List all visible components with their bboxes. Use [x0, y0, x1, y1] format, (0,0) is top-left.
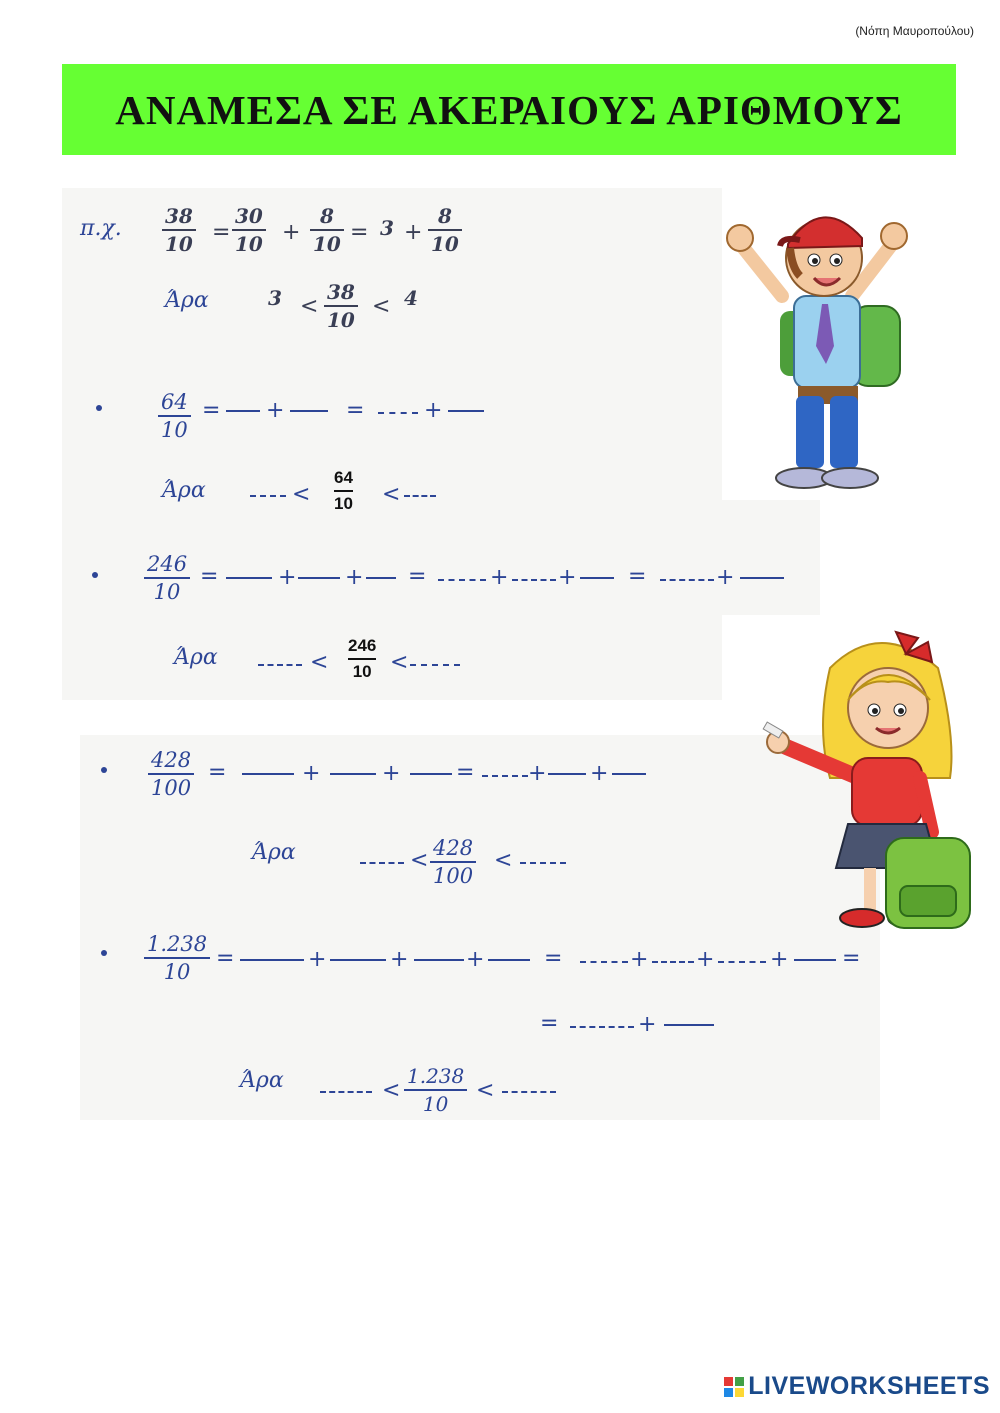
- less-than-sign: <: [372, 294, 391, 319]
- less-than-sign: <: [476, 1078, 495, 1103]
- ex4-blank-4[interactable]: [488, 959, 530, 961]
- plus-sign: +: [308, 947, 327, 972]
- ex3-blank-3[interactable]: [410, 773, 452, 775]
- equals-sign: =: [842, 946, 861, 971]
- equals-sign: =: [456, 760, 475, 785]
- liveworksheets-logo: [724, 1372, 990, 1401]
- ex1-blank-4[interactable]: [448, 410, 484, 412]
- equals-sign: =: [202, 398, 221, 423]
- plus-sign: +: [345, 565, 364, 590]
- plus-sign: +: [278, 565, 297, 590]
- example-fraction-4: 8 10: [428, 204, 462, 256]
- logo-text: LIVEWORKSHEETS: [748, 1372, 990, 1400]
- ex4-blank-6[interactable]: [652, 961, 694, 963]
- ex4-upper-blank[interactable]: [502, 1091, 556, 1093]
- ex4-blank-2[interactable]: [330, 959, 386, 961]
- ex2-blank-7[interactable]: [660, 579, 714, 581]
- ex1-blank-3[interactable]: [378, 412, 418, 414]
- ex2-blank-3[interactable]: [366, 577, 396, 579]
- ex4-blank-5[interactable]: [580, 961, 628, 963]
- ex3-blank-1[interactable]: [242, 773, 294, 775]
- plus-sign: +: [590, 761, 609, 786]
- example-fraction-2: 30 10: [232, 204, 266, 256]
- plus-sign: +: [716, 565, 735, 590]
- ex3-blank-5[interactable]: [548, 773, 586, 775]
- ex1-upper-blank[interactable]: [404, 495, 436, 497]
- ex4-fraction: 1.238 10: [144, 932, 210, 984]
- worksheet-scan-edge: [700, 500, 820, 615]
- less-than-sign: <: [382, 1078, 401, 1103]
- plus-sign: +: [696, 947, 715, 972]
- plus-sign: +: [382, 761, 401, 786]
- equals-sign: =: [628, 564, 647, 589]
- ex2-blank-2[interactable]: [298, 577, 340, 579]
- ex2-middle-fraction: 246 10: [348, 636, 377, 681]
- ex4-blank-1[interactable]: [240, 959, 304, 961]
- ex2-blank-1[interactable]: [226, 577, 272, 579]
- ex1-fraction: 64 10: [158, 390, 191, 442]
- less-than-sign: <: [494, 848, 513, 873]
- bullet: [96, 405, 102, 411]
- ex2-blank-4[interactable]: [438, 579, 486, 581]
- logo-blocks-icon: [724, 1377, 744, 1397]
- numerator: 38: [165, 204, 193, 228]
- ex3-ara-label: Άρα: [252, 840, 296, 865]
- boy-illustration: [722, 196, 912, 496]
- ex1-ara-label: Άρα: [162, 478, 206, 503]
- plus-sign: +: [404, 220, 423, 245]
- example-fraction-3: 8 10: [310, 204, 344, 256]
- ex3-upper-blank[interactable]: [520, 862, 566, 864]
- equals-sign: =: [346, 398, 365, 423]
- ex3-blank-6[interactable]: [612, 773, 646, 775]
- bullet: [92, 572, 98, 578]
- ex3-fraction: 428 100: [148, 748, 194, 800]
- less-than-sign: <: [292, 482, 311, 507]
- ex4-blank-8[interactable]: [794, 959, 836, 961]
- ex1-lower-blank[interactable]: [250, 495, 286, 497]
- ex2-blank-6[interactable]: [580, 577, 614, 579]
- ex4-ara-label: Άρα: [240, 1068, 284, 1093]
- ex2-blank-8[interactable]: [740, 577, 784, 579]
- example-ara-label: Άρα: [165, 288, 209, 313]
- ex2-fraction: 246 10: [144, 552, 190, 604]
- equals-sign: =: [540, 1011, 559, 1036]
- ex4-middle-fraction: 1.238 10: [404, 1064, 467, 1116]
- ex4-blank-3[interactable]: [414, 959, 464, 961]
- plus-sign: +: [282, 220, 301, 245]
- example-fraction-1: [162, 204, 196, 256]
- ex1-blank-2[interactable]: [290, 410, 328, 412]
- ex4-blank-7[interactable]: [718, 961, 766, 963]
- plus-sign: +: [490, 565, 509, 590]
- equals-sign: =: [350, 220, 369, 245]
- less-than-sign: <: [390, 650, 409, 675]
- equals-sign: =: [216, 946, 235, 971]
- equals-sign: =: [408, 564, 427, 589]
- equals-sign: =: [200, 564, 219, 589]
- ex1-middle-fraction: 64 10: [334, 468, 353, 513]
- denominator: 10: [165, 232, 193, 256]
- example-lower: 3: [268, 286, 282, 310]
- less-than-sign: <: [382, 482, 401, 507]
- plus-sign: +: [266, 398, 285, 423]
- bullet: [101, 950, 107, 956]
- ex2-lower-blank[interactable]: [258, 664, 302, 666]
- page-title: ΑΝΑΜΕΣΑ ΣΕ ΑΚΕΡΑΙΟΥΣ ΑΡΙΘΜΟΥΣ: [115, 86, 903, 133]
- equals-sign: =: [208, 760, 227, 785]
- plus-sign: +: [630, 947, 649, 972]
- ex2-upper-blank[interactable]: [410, 664, 460, 666]
- ex1-blank-1[interactable]: [226, 410, 260, 412]
- example-label: π.χ.: [80, 216, 122, 241]
- ex4-blank-10[interactable]: [664, 1024, 714, 1026]
- plus-sign: +: [302, 761, 321, 786]
- less-than-sign: <: [310, 650, 329, 675]
- ex3-middle-fraction: 428 100: [430, 836, 476, 888]
- plus-sign: +: [770, 947, 789, 972]
- ex3-lower-blank[interactable]: [360, 862, 404, 864]
- less-than-sign: <: [300, 294, 319, 319]
- example-upper: 4: [404, 286, 418, 310]
- plus-sign: +: [638, 1012, 657, 1037]
- plus-sign: +: [424, 398, 443, 423]
- title-banner: [62, 64, 956, 155]
- author-credit: (Νόπη Μαυροπούλου): [855, 24, 974, 38]
- plus-sign: +: [390, 947, 409, 972]
- girl-illustration: [760, 628, 982, 938]
- ex4-blank-9[interactable]: [570, 1026, 634, 1028]
- ex2-ara-label: Άρα: [174, 645, 218, 670]
- ex3-blank-2[interactable]: [330, 773, 376, 775]
- plus-sign: +: [466, 947, 485, 972]
- ex3-blank-4[interactable]: [482, 775, 528, 777]
- ex2-blank-5[interactable]: [512, 579, 556, 581]
- ex4-lower-blank[interactable]: [320, 1091, 372, 1093]
- equals-sign: =: [544, 946, 563, 971]
- equals-sign: =: [212, 220, 231, 245]
- example-whole: 3: [380, 216, 394, 240]
- less-than-sign: <: [410, 848, 429, 873]
- worksheet-scan-top: [62, 188, 722, 700]
- example-middle-fraction: 38 10: [324, 280, 358, 332]
- plus-sign: +: [528, 761, 547, 786]
- plus-sign: +: [558, 565, 577, 590]
- bullet: [101, 767, 107, 773]
